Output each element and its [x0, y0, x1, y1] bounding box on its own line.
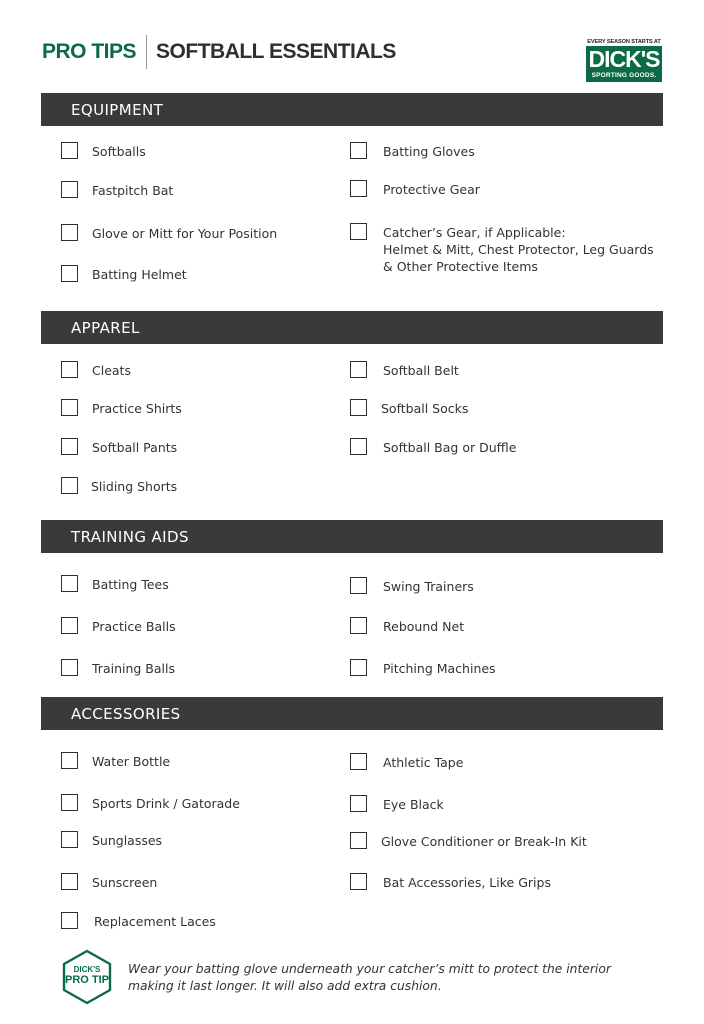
checklist-item[interactable] [350, 660, 496, 677]
logo-name: DICK'S [588, 46, 660, 72]
item-label: Batting Tees [92, 577, 169, 592]
checkbox[interactable] [61, 181, 78, 198]
checklist-item[interactable] [61, 400, 182, 417]
checkbox[interactable] [350, 617, 367, 634]
item-label: Replacement Laces [94, 914, 216, 929]
checklist-item[interactable] [350, 143, 475, 160]
checklist-item[interactable] [350, 439, 516, 456]
badge-line1: DICK'S [73, 965, 101, 974]
item-label: Practice Shirts [92, 401, 182, 416]
checklist-item[interactable] [350, 833, 587, 850]
dicks-logo [586, 39, 662, 82]
checklist-item[interactable] [61, 913, 216, 930]
section-header-equipment [41, 93, 663, 126]
item-label: Bat Accessories, Like Grips [383, 875, 551, 890]
checkbox[interactable] [350, 438, 367, 455]
checkbox[interactable] [350, 659, 367, 676]
item-label: Cleats [92, 363, 131, 378]
item-label: Sliding Shorts [91, 479, 178, 494]
checklist-item[interactable] [350, 578, 474, 595]
item-label: Softball Pants [92, 440, 178, 455]
checkbox[interactable] [61, 438, 78, 455]
checklist-item[interactable] [61, 143, 146, 160]
pro-tip-text: Wear your batting glove underneath your catcher’s mitt to protect the interior making it last longer. It will also add extra cushion. [128, 962, 611, 993]
logo-badge [586, 46, 662, 82]
section-title: ACCESSORIES [71, 704, 181, 723]
checkbox[interactable] [61, 659, 78, 676]
checkbox[interactable] [61, 399, 78, 416]
item-label: Sports Drink / Gatorade [92, 796, 240, 811]
item-label: Practice Balls [92, 619, 176, 634]
item-label: Eye Black [383, 797, 444, 812]
checklist-item[interactable] [61, 795, 240, 812]
checkbox[interactable] [61, 142, 78, 159]
checkbox[interactable] [61, 873, 78, 890]
item-label: Rebound Net [383, 619, 465, 634]
checklist-item[interactable] [350, 181, 480, 198]
checkbox[interactable] [61, 265, 78, 282]
item-label: Sunscreen [92, 875, 158, 890]
checkbox[interactable] [61, 224, 78, 241]
checklist-item[interactable] [61, 618, 176, 635]
checklist-item[interactable] [350, 754, 463, 771]
checkbox[interactable] [350, 180, 367, 197]
checkbox[interactable] [350, 142, 367, 159]
checklist-item[interactable] [61, 478, 177, 495]
badge-line2: PRO TIP [64, 974, 109, 986]
section-header-training-aids [41, 520, 663, 553]
checkbox[interactable] [61, 794, 78, 811]
checklist-item[interactable] [350, 874, 551, 891]
checkbox[interactable] [350, 223, 367, 240]
item-label: Sunglasses [92, 833, 163, 848]
section-title: APPAREL [71, 318, 140, 337]
checkbox[interactable] [350, 577, 367, 594]
item-label: Swing Trainers [383, 579, 474, 594]
pro-tips-tag: PRO TIPS [42, 40, 137, 63]
item-label: Softball Belt [383, 363, 459, 378]
item-label: Catcher’s Gear, if Applicable: Helmet & Mitt, Chest Protector, Leg Guards & Other Protective Items [383, 225, 654, 274]
section-title: EQUIPMENT [71, 100, 164, 119]
section-header-apparel [41, 311, 663, 344]
checklist-item[interactable] [61, 753, 170, 770]
header-divider [146, 35, 147, 69]
item-label: Fastpitch Bat [92, 183, 174, 198]
checklist-item[interactable] [61, 832, 162, 849]
pro-tip-badge [61, 949, 113, 1005]
checklist-item[interactable] [61, 439, 177, 456]
checklist-item[interactable] [350, 618, 464, 635]
logo-subtitle: SPORTING GOODS. [591, 72, 657, 79]
checklist-item[interactable] [350, 362, 459, 379]
item-label: Glove or Mitt for Your Position [92, 226, 278, 241]
checkbox[interactable] [350, 873, 367, 890]
item-label: Training Balls [92, 661, 175, 676]
checklist-item[interactable] [61, 225, 277, 242]
checklist-item[interactable] [61, 362, 131, 379]
checkbox[interactable] [61, 617, 78, 634]
checkbox[interactable] [350, 399, 367, 416]
checkbox[interactable] [350, 361, 367, 378]
checkbox[interactable] [61, 752, 78, 769]
page-header [42, 36, 396, 68]
item-label: Softball Socks [381, 401, 469, 416]
page-title: SOFTBALL ESSENTIALS [156, 40, 396, 63]
item-label: Softball Bag or Duffle [383, 440, 517, 455]
checklist-item[interactable] [61, 874, 157, 891]
item-label: Batting Helmet [92, 267, 187, 282]
checklist-item[interactable] [61, 660, 175, 677]
section-title: TRAINING AIDS [71, 527, 189, 546]
checkbox[interactable] [350, 753, 367, 770]
checkbox[interactable] [350, 832, 367, 849]
checklist-item[interactable] [61, 266, 187, 283]
checklist-item[interactable] [61, 576, 169, 593]
logo-tagline: EVERY SEASON STARTS AT [587, 39, 661, 45]
item-label: Athletic Tape [383, 755, 464, 770]
checkbox[interactable] [61, 912, 78, 929]
checklist-item[interactable] [350, 796, 444, 813]
checkbox[interactable] [61, 361, 78, 378]
item-label: Glove Conditioner or Break-In Kit [381, 834, 587, 849]
checklist-item[interactable] [61, 182, 173, 199]
checklist-item[interactable] [350, 400, 468, 417]
badge-text [61, 964, 113, 986]
section-header-accessories [41, 697, 663, 730]
item-label: Pitching Machines [383, 661, 496, 676]
checkbox[interactable] [61, 477, 78, 494]
checkbox[interactable] [61, 831, 78, 848]
item-label: Batting Gloves [383, 144, 475, 159]
item-label: Softballs [92, 144, 146, 159]
checkbox[interactable] [61, 575, 78, 592]
item-label: Water Bottle [92, 754, 171, 769]
checkbox[interactable] [350, 795, 367, 812]
checklist-item[interactable] [350, 224, 654, 275]
item-label: Protective Gear [383, 182, 480, 197]
